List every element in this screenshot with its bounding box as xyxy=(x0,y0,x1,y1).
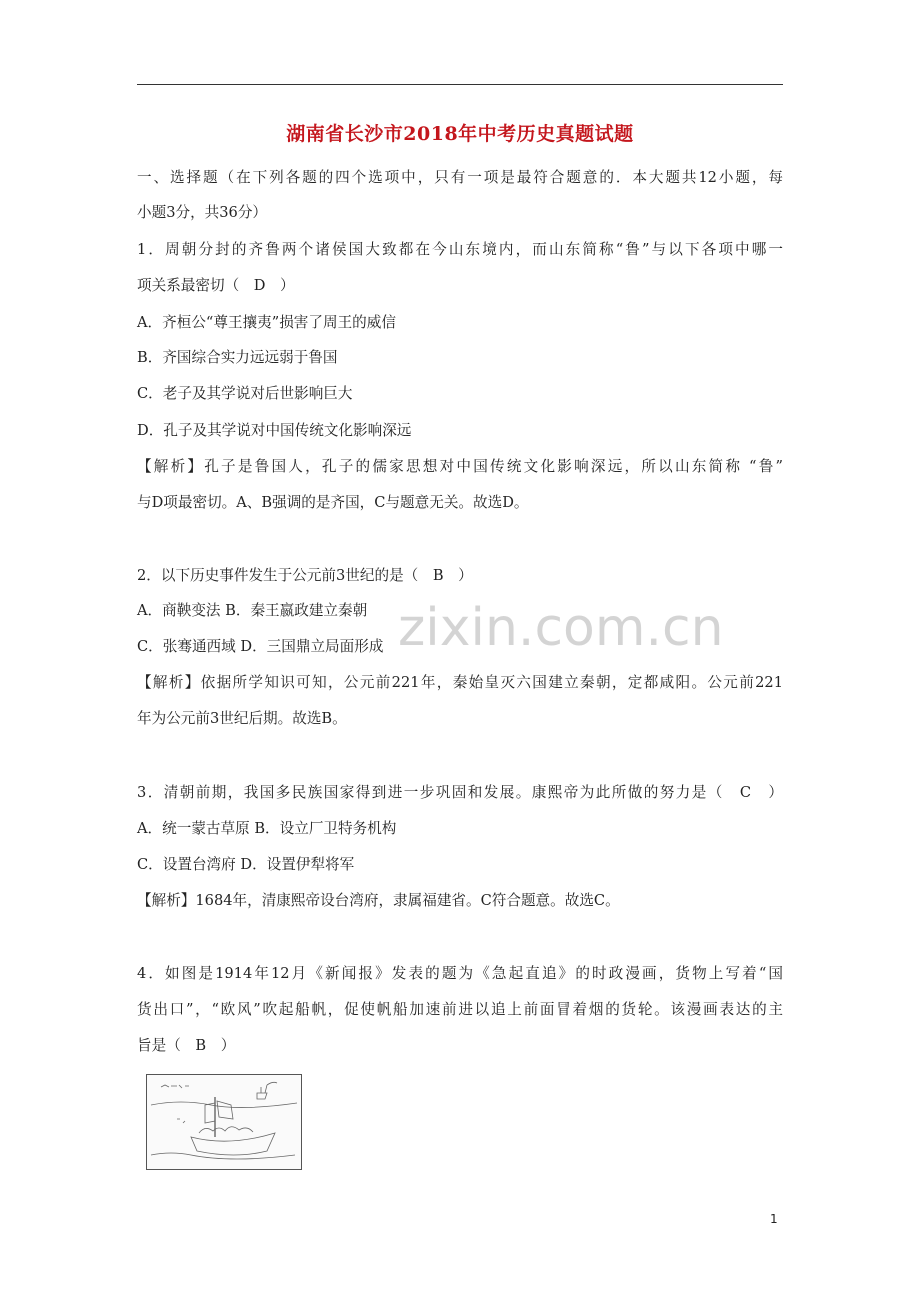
q3-options-cd: C．设置台湾府 D．设置伊犁将军 xyxy=(137,856,355,873)
watermark: zixin.com.cn xyxy=(398,598,724,658)
section-heading: 一、选择题（在下列各题的四个选项中，只有一项是最符合题意的．本大题共12小题，每 xyxy=(137,169,783,186)
q3-analysis: 【解析】1684年，清康熙帝设台湾府，隶属福建省。C符合题意。故选C。 xyxy=(137,892,620,909)
q2-analysis: 【解析】依据所学知识可知，公元前221年，秦始皇灭六国建立秦朝，定都咸阳。公元前221 xyxy=(137,674,783,691)
q2-options-cd: C．张骞通西域 D．三国鼎立局面形成 xyxy=(137,638,384,655)
q3-stem: 3．清朝前期，我国多民族国家得到进一步巩固和发展。康熙帝为此所做的努力是（ C ） xyxy=(137,784,783,801)
page-number: 1 xyxy=(770,1212,778,1226)
header-rule xyxy=(137,84,783,85)
cartoon-image xyxy=(146,1074,302,1170)
q1-analysis: 【解析】孔子是鲁国人，孔子的儒家思想对中国传统文化影响深远，所以山东简称 “鲁” xyxy=(137,458,783,475)
q3-options-ab: A．统一蒙古草原 B．设立厂卫特务机构 xyxy=(137,820,397,837)
q1-stem: 1．周朝分封的齐鲁两个诸侯国大致都在今山东境内，而山东简称“鲁”与以下各项中哪一 xyxy=(137,241,783,258)
q1-analysis-cont: 与D项最密切。A、B强调的是齐国，C与题意无关。故选D。 xyxy=(137,494,529,511)
q1-option-b: B．齐国综合实力远远弱于鲁国 xyxy=(137,349,338,366)
q2-analysis-cont: 年为公元前3世纪后期。故选B。 xyxy=(137,710,347,727)
q1-stem-cont: 项关系最密切（ D ） xyxy=(137,277,295,294)
page-title: 湖南省长沙市2018年中考历史真题试题 xyxy=(286,123,634,145)
q1-option-a: A．齐桓公“尊王攘夷”损害了周王的威信 xyxy=(137,314,396,331)
section-heading-cont: 小题3分，共36分） xyxy=(137,204,268,221)
q1-option-c: C．老子及其学说对后世影响巨大 xyxy=(137,385,353,402)
q4-stem-cont: 货出口”，“欧风”吹起船帆，促使帆船加速前进以追上前面冒着烟的货轮。该漫画表达的主 xyxy=(137,1001,783,1018)
q2-stem: 2．以下历史事件发生于公元前3世纪的是（ B ） xyxy=(137,567,473,584)
q4-stem: 4．如图是1914年12月《新闻报》发表的题为《急起直追》的时政漫画，货物上写着“国 xyxy=(137,965,783,982)
q2-options-ab: A．商鞅变法 B．秦王嬴政建立秦朝 xyxy=(137,602,368,619)
q1-option-d: D．孔子及其学说对中国传统文化影响深远 xyxy=(137,422,412,439)
q4-stem-end: 旨是（ B ） xyxy=(137,1037,236,1054)
